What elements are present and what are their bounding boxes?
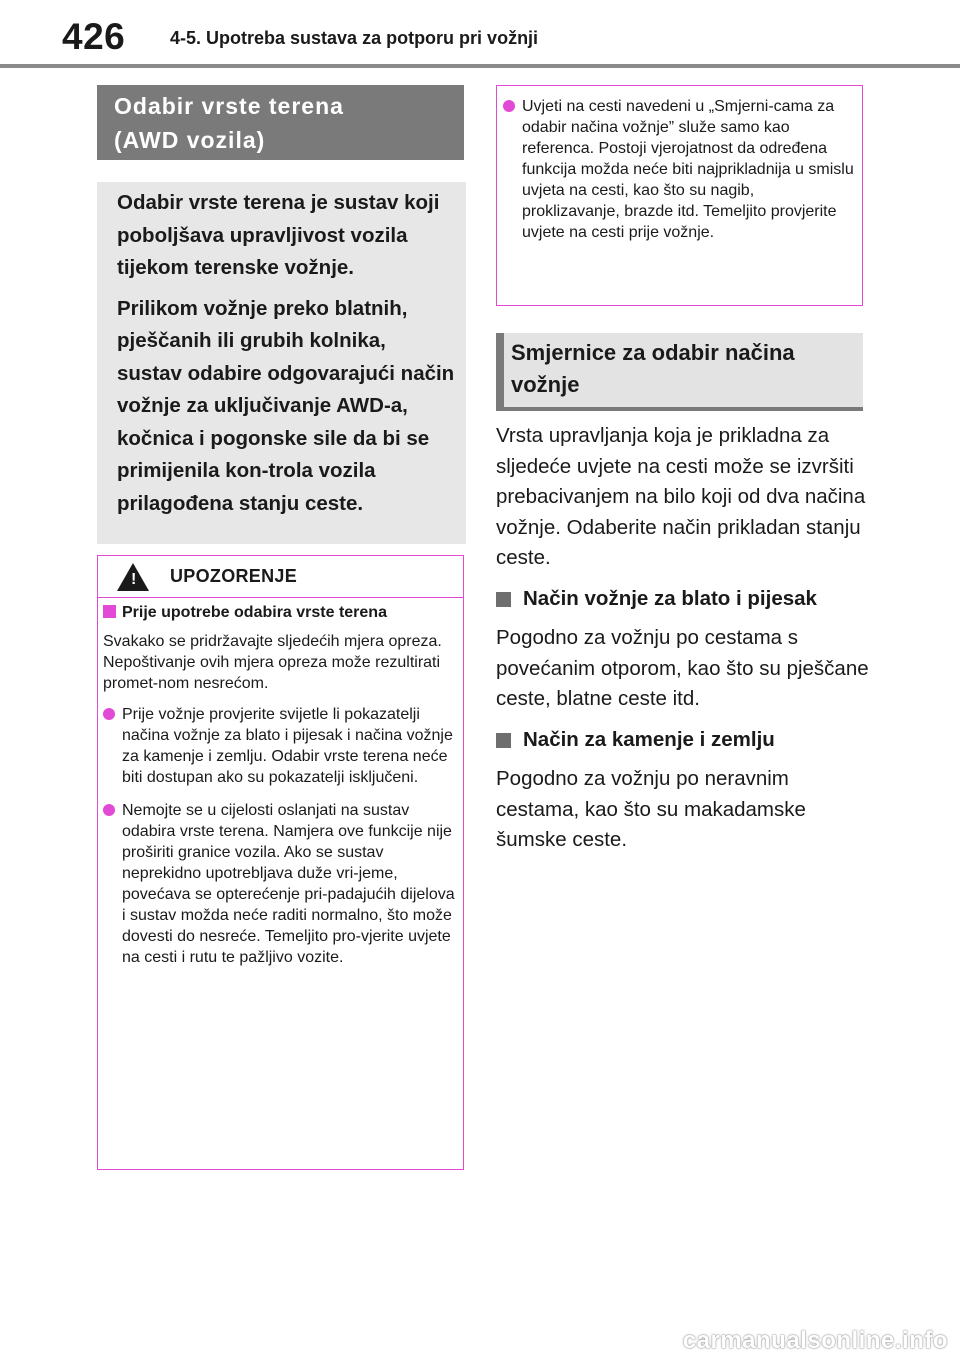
warning-text: Svakako se pridržavajte sljedećih mjera opreza. Nepoštivanje ovih mjera opreza može rezultirati promet-nom nesrećom. — [103, 633, 442, 692]
mode-title: Način za kamenje i zemlju — [523, 727, 775, 751]
note-box — [496, 85, 863, 306]
mode-heading-rock-dirt — [496, 725, 876, 756]
warning-bullet-text: Nemojte se u cijelosti oslanjati na sustav odabira vrste terena. Namjera ove funkcije nije proširiti granice vozila. Ako se sustav neprekidno upotrebljava duže vri-jeme, povećava se opterećenje pri-padajućih dijelova i sustav možda neće raditi normalno, što može dovesti do nesreće. Temeljito pro-vjerite uvjete na cesti i rutu te pažljivo vozite. — [122, 802, 455, 966]
mode-text-mud-sand: Pogodno za vožnju po cestama s povećanim otporom, kao što su pješčane ceste, blatne ceste itd. — [496, 626, 869, 710]
warning-bullet-2 — [103, 800, 455, 968]
page-header — [0, 0, 960, 70]
warning-heading-text: Prije upotrebe odabira vrste terena — [122, 604, 387, 621]
note-bullet-text: Uvjeti na cesti navedeni u „Smjerni-cama za odabir načina vožnje” služe samo kao referenca. Postoji vjerojatnost da određena funkcija možda neće biti najprikladnija u smislu uvjeta na cesti, kao što su nagib, proklizavanje, brazde itd. Temeljito provjerite uvjete na cesti prije vožnje. — [522, 98, 854, 241]
intro-paragraph-1: Odabir vrste terena je sustav koji poboljšava upravljivost vozila tijekom terenske vožnje. — [117, 191, 440, 279]
note-bullet — [503, 96, 854, 243]
guidelines-subheading — [511, 337, 795, 401]
mode-heading-mud-sand — [496, 584, 876, 615]
guidelines-content — [496, 421, 876, 866]
warning-bullet-text: Prije vožnje provjerite svijetle li pokazatelji načina vožnje za blato i pijesak i načina vožnje za kamenje i zemlju. Odabir vrste terena neće biti dostupan ako su pokazatelji isključeni. — [122, 706, 453, 786]
round-bullet-icon — [103, 708, 115, 720]
warning-triangle-icon — [117, 563, 149, 591]
intro-box — [97, 182, 466, 544]
warning-label: UPOZORENJE — [170, 566, 298, 586]
warning-glyph: ! — [131, 571, 137, 588]
warning-bullet-1 — [103, 704, 455, 788]
section-title: 4-5. Upotreba sustava za potporu pri vožnji — [170, 28, 539, 48]
warning-header — [98, 556, 463, 598]
topic-title-line-1: Odabir vrste terena — [114, 93, 344, 119]
square-bullet-icon — [496, 592, 511, 607]
warning-heading — [103, 602, 455, 623]
intro-paragraph-2: Prilikom vožnje preko blatnih, pješčanih ili grubih kolnika, sustav odabire odgovarajući način vožnje za uključivanje AWD-a, kočnica i pogonske sile da bi se primijenila kon-trola vozila prilagođena stanju ceste. — [117, 296, 455, 515]
topic-title-line-2: (AWD vozila) — [114, 127, 266, 153]
round-bullet-icon — [103, 804, 115, 816]
mode-title: Način vožnje za blato i pijesak — [523, 586, 817, 610]
footer-watermark: carmanualsonline.info — [682, 1327, 948, 1354]
guidelines-intro: Vrsta upravljanja koja je prikladna za sljedeće uvjete na cesti može se izvršiti prebacivanjem na bilo koji od dva načina vožnje. Odaberite način prikladan stanju ceste. — [496, 424, 866, 569]
guidelines-subheading-box — [496, 333, 863, 411]
subheading-accent-bar — [496, 333, 504, 407]
mode-text-rock-dirt: Pogodno za vožnju po neravnim cestama, kao što su makadamske šumske ceste. — [496, 767, 806, 851]
warning-box — [97, 555, 464, 1170]
square-bullet-icon — [103, 605, 116, 618]
warning-body — [98, 598, 463, 968]
square-bullet-icon — [496, 733, 511, 748]
page-number: 426 — [62, 16, 126, 57]
topic-title-box — [97, 85, 464, 160]
subheading-line-2: vožnje — [511, 372, 580, 397]
topic-title — [114, 89, 344, 157]
header-divider — [0, 64, 960, 68]
round-bullet-icon — [503, 100, 515, 112]
subheading-line-1: Smjernice za odabir načina — [511, 340, 795, 365]
